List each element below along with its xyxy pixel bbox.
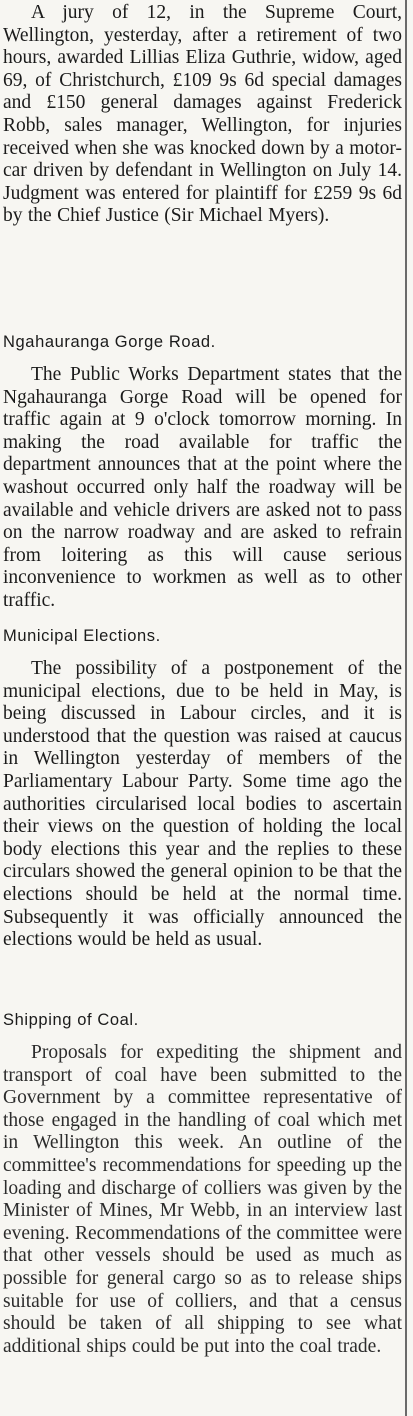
article-heading: Shipping of Coal. <box>3 1011 139 1029</box>
article-body: The possibility of a postponement of the municipal elections, due to be held in May, is being discussed in Labour circles, and it is understood that the question was raised at caucus in Wellington yesterday of members of the Parliamentary Labour Party. Some time ago the authorities circularised local bodies to ascertain their views on the question of holding the local body elections this year and the replies to these circulars showed the general opinion to be that the elections should be held at the normal time. Subsequently it was officially announced the elections would be held as usual. <box>3 658 402 951</box>
article-shipping-of-coal <box>3 1010 402 1358</box>
article-ngahauranga-gorge-road <box>3 332 402 613</box>
article-body: A jury of 12, in the Supreme Court, Wellington, yesterday, after a retirement of two hours, awarded Lillias Eliza Guthrie, widow, aged 69, of Christchurch, £109 9s 6d special damages and £150 general damages against Frederick Robb, sales manager, Wellington, for injuries received when she was knocked down by a motor-car driven by defendant in Wellington on July 14. Judgment was entered for plaintiff for £259 9s 6d by the Chief Justice (Sir Michael Myers). <box>3 2 402 227</box>
article-body: The Public Works Department states that the Ngahauranga Gorge Road will be opened for traffic again at 9 o'clock tomorrow morning. In making the road available for traffic the department announces that at the point where the washout occurred only half the roadway will be available and vehicle drivers are asked not to pass on the narrow roadway and are asked to refrain from loitering as this will cause serious inconvenience to workmen as well as to other traffic. <box>3 364 402 611</box>
column-rule <box>405 0 407 1416</box>
article-body: Proposals for expediting the shipment and transport of coal have been submitted to the Government by a committee representative of those engaged in the handling of coal which met in Wellington this week. An outline of the committee's recommendations for speeding up the loading and discharge of colliers was given by the Minister of Mines, Mr Webb, in an interview last evening. Recommendations of the committee were that other vessels should be used as much as possible for general cargo so as to release ships suitable for use of colliers, and that a census should be taken of all shipping to see what additional ships could be put into the coal trade. <box>3 1042 402 1357</box>
article-municipal-elections <box>3 626 402 952</box>
article-jury-award <box>3 2 402 300</box>
article-heading: Municipal Elections. <box>3 627 161 645</box>
article-heading: Ngahauranga Gorge Road. <box>3 333 216 351</box>
